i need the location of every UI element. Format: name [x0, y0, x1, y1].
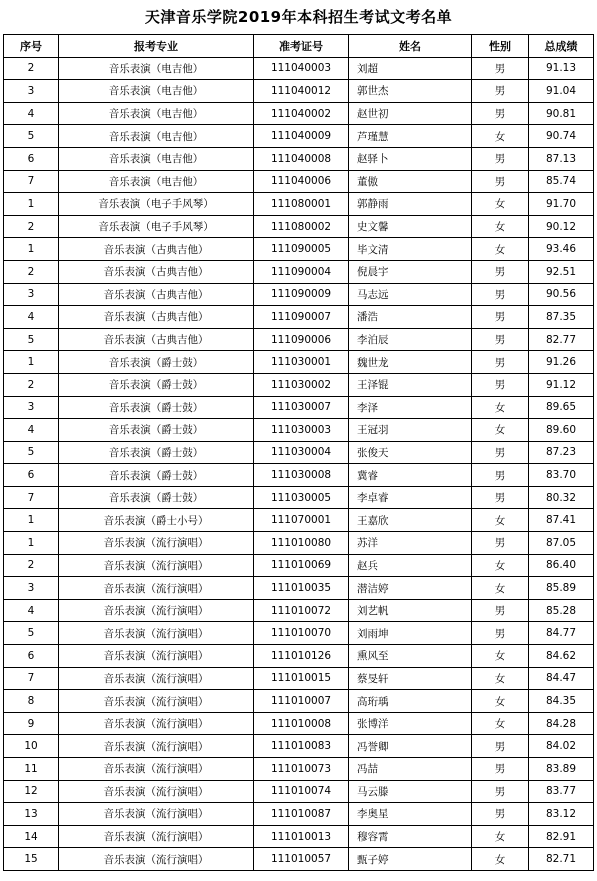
cell-exam-id: 111010013 — [254, 825, 349, 848]
table-row — [4, 758, 594, 781]
cell-major: 音乐表演（电吉他） — [59, 125, 254, 148]
cell-exam-id: 111010080 — [254, 532, 349, 555]
cell-seq: 1 — [4, 238, 59, 261]
cell-score: 90.12 — [529, 215, 594, 238]
table-row — [4, 102, 594, 125]
cell-score: 92.51 — [529, 260, 594, 283]
cell-name: 刘艺帆 — [349, 599, 472, 622]
table-row — [4, 441, 594, 464]
cell-major: 音乐表演（电子手风琴） — [59, 193, 254, 216]
cell-exam-id: 111030003 — [254, 419, 349, 442]
table-row — [4, 396, 594, 419]
table-row — [4, 283, 594, 306]
table-header-row — [4, 35, 594, 58]
cell-name: 史文馨 — [349, 215, 472, 238]
cell-exam-id: 111010126 — [254, 645, 349, 668]
cell-gender: 女 — [472, 215, 529, 238]
cell-score: 90.74 — [529, 125, 594, 148]
table-row — [4, 351, 594, 374]
cell-exam-id: 111090006 — [254, 328, 349, 351]
cell-name: 董傲 — [349, 170, 472, 193]
cell-score: 84.02 — [529, 735, 594, 758]
cell-score: 84.62 — [529, 645, 594, 668]
cell-exam-id: 111030005 — [254, 486, 349, 509]
cell-name: 李奥星 — [349, 803, 472, 826]
cell-seq: 4 — [4, 599, 59, 622]
cell-exam-id: 111030001 — [254, 351, 349, 374]
cell-name: 刘雨坤 — [349, 622, 472, 645]
cell-seq: 5 — [4, 622, 59, 645]
cell-major: 音乐表演（流行演唱） — [59, 532, 254, 555]
cell-name: 赵驿卜 — [349, 147, 472, 170]
header-score: 总成绩 — [529, 35, 594, 58]
cell-major: 音乐表演（流行演唱） — [59, 735, 254, 758]
header-seq: 序号 — [4, 35, 59, 58]
cell-name: 张博洋 — [349, 712, 472, 735]
cell-seq: 13 — [4, 803, 59, 826]
cell-exam-id: 111070001 — [254, 509, 349, 532]
cell-exam-id: 111030007 — [254, 396, 349, 419]
cell-major: 音乐表演（流行演唱） — [59, 599, 254, 622]
table-row — [4, 712, 594, 735]
cell-score: 85.89 — [529, 577, 594, 600]
cell-gender: 男 — [472, 170, 529, 193]
cell-seq: 5 — [4, 441, 59, 464]
cell-gender: 女 — [472, 825, 529, 848]
cell-gender: 女 — [472, 667, 529, 690]
cell-name: 魏世龙 — [349, 351, 472, 374]
table-row — [4, 622, 594, 645]
cell-seq: 7 — [4, 667, 59, 690]
cell-major: 音乐表演（流行演唱） — [59, 825, 254, 848]
table-row — [4, 80, 594, 103]
cell-gender: 男 — [472, 260, 529, 283]
cell-seq: 4 — [4, 306, 59, 329]
document-title: 天津音乐学院2019年本科招生考试文考名单 — [144, 8, 453, 26]
cell-exam-id: 111030008 — [254, 464, 349, 487]
cell-name: 潜洁婷 — [349, 577, 472, 600]
cell-exam-id: 111010072 — [254, 599, 349, 622]
cell-seq: 3 — [4, 283, 59, 306]
cell-exam-id: 111030002 — [254, 373, 349, 396]
cell-seq: 5 — [4, 125, 59, 148]
cell-gender: 男 — [472, 780, 529, 803]
cell-gender: 男 — [472, 80, 529, 103]
cell-seq: 10 — [4, 735, 59, 758]
cell-seq: 11 — [4, 758, 59, 781]
cell-seq: 6 — [4, 147, 59, 170]
cell-name: 刘超 — [349, 57, 472, 80]
table-row — [4, 328, 594, 351]
cell-major: 音乐表演（流行演唱） — [59, 645, 254, 668]
cell-score: 91.13 — [529, 57, 594, 80]
cell-gender: 男 — [472, 147, 529, 170]
cell-exam-id: 111040003 — [254, 57, 349, 80]
cell-seq: 2 — [4, 373, 59, 396]
cell-seq: 12 — [4, 780, 59, 803]
cell-exam-id: 111040008 — [254, 147, 349, 170]
cell-exam-id: 111010057 — [254, 848, 349, 871]
cell-gender: 男 — [472, 283, 529, 306]
table-row — [4, 690, 594, 713]
cell-major: 音乐表演（流行演唱） — [59, 780, 254, 803]
cell-gender: 男 — [472, 102, 529, 125]
cell-name: 苏洋 — [349, 532, 472, 555]
table-row — [4, 577, 594, 600]
cell-score: 87.35 — [529, 306, 594, 329]
cell-major: 音乐表演（电吉他） — [59, 170, 254, 193]
cell-gender: 女 — [472, 554, 529, 577]
cell-seq: 6 — [4, 464, 59, 487]
cell-score: 85.74 — [529, 170, 594, 193]
cell-major: 音乐表演（流行演唱） — [59, 577, 254, 600]
cell-name: 赵世初 — [349, 102, 472, 125]
table-row — [4, 373, 594, 396]
cell-score: 82.77 — [529, 328, 594, 351]
cell-name: 穆容霄 — [349, 825, 472, 848]
cell-score: 93.46 — [529, 238, 594, 261]
cell-major: 音乐表演（流行演唱） — [59, 554, 254, 577]
table-row — [4, 554, 594, 577]
header-name: 姓名 — [349, 35, 472, 58]
cell-major: 音乐表演（电子手风琴） — [59, 215, 254, 238]
cell-score: 89.60 — [529, 419, 594, 442]
cell-name: 毕文清 — [349, 238, 472, 261]
cell-gender: 男 — [472, 486, 529, 509]
cell-gender: 男 — [472, 599, 529, 622]
cell-name: 倪晨宇 — [349, 260, 472, 283]
cell-name: 马云滕 — [349, 780, 472, 803]
table-row — [4, 260, 594, 283]
table-row — [4, 780, 594, 803]
cell-gender: 男 — [472, 351, 529, 374]
cell-name: 冯誉卿 — [349, 735, 472, 758]
cell-gender: 女 — [472, 577, 529, 600]
table-row — [4, 599, 594, 622]
cell-major: 音乐表演（古典吉他） — [59, 238, 254, 261]
cell-seq: 2 — [4, 554, 59, 577]
cell-gender: 男 — [472, 758, 529, 781]
cell-exam-id: 111010083 — [254, 735, 349, 758]
cell-name: 郭静雨 — [349, 193, 472, 216]
cell-gender: 男 — [472, 306, 529, 329]
cell-major: 音乐表演（电吉他） — [59, 80, 254, 103]
cell-name: 李泽 — [349, 396, 472, 419]
cell-major: 音乐表演（古典吉他） — [59, 328, 254, 351]
table-row — [4, 486, 594, 509]
cell-score: 83.89 — [529, 758, 594, 781]
table-row — [4, 667, 594, 690]
cell-major: 音乐表演（电吉他） — [59, 102, 254, 125]
cell-name: 李泊辰 — [349, 328, 472, 351]
cell-score: 91.26 — [529, 351, 594, 374]
cell-seq: 14 — [4, 825, 59, 848]
cell-name: 冯喆 — [349, 758, 472, 781]
cell-name: 张俊天 — [349, 441, 472, 464]
cell-exam-id: 111010015 — [254, 667, 349, 690]
cell-name: 熏风至 — [349, 645, 472, 668]
cell-score: 91.04 — [529, 80, 594, 103]
cell-seq: 8 — [4, 690, 59, 713]
cell-seq: 2 — [4, 215, 59, 238]
cell-major: 音乐表演（流行演唱） — [59, 848, 254, 871]
cell-score: 89.65 — [529, 396, 594, 419]
table-row — [4, 306, 594, 329]
cell-score: 87.13 — [529, 147, 594, 170]
cell-gender: 女 — [472, 848, 529, 871]
cell-major: 音乐表演（流行演唱） — [59, 667, 254, 690]
table-row — [4, 419, 594, 442]
cell-seq: 6 — [4, 645, 59, 668]
cell-score: 91.70 — [529, 193, 594, 216]
cell-exam-id: 111030004 — [254, 441, 349, 464]
cell-name: 王冠羽 — [349, 419, 472, 442]
cell-seq: 7 — [4, 170, 59, 193]
cell-gender: 女 — [472, 419, 529, 442]
cell-seq: 1 — [4, 351, 59, 374]
cell-exam-id: 111010035 — [254, 577, 349, 600]
cell-major: 音乐表演（爵士鼓） — [59, 373, 254, 396]
table-row — [4, 57, 594, 80]
cell-name: 王泽锟 — [349, 373, 472, 396]
cell-major: 音乐表演（古典吉他） — [59, 260, 254, 283]
cell-major: 音乐表演（爵士鼓） — [59, 464, 254, 487]
cell-exam-id: 111010087 — [254, 803, 349, 826]
cell-name: 马志远 — [349, 283, 472, 306]
cell-name: 赵兵 — [349, 554, 472, 577]
cell-seq: 15 — [4, 848, 59, 871]
cell-major: 音乐表演（古典吉他） — [59, 306, 254, 329]
cell-score: 87.05 — [529, 532, 594, 555]
cell-seq: 4 — [4, 102, 59, 125]
cell-gender: 男 — [472, 328, 529, 351]
cell-gender: 女 — [472, 712, 529, 735]
cell-seq: 2 — [4, 57, 59, 80]
header-major: 报考专业 — [59, 35, 254, 58]
header-exam-id: 准考证号 — [254, 35, 349, 58]
cell-seq: 3 — [4, 80, 59, 103]
cell-exam-id: 111080002 — [254, 215, 349, 238]
cell-gender: 女 — [472, 509, 529, 532]
cell-major: 音乐表演（流行演唱） — [59, 803, 254, 826]
cell-name: 芦瑾慧 — [349, 125, 472, 148]
cell-major: 音乐表演（电吉他） — [59, 57, 254, 80]
cell-seq: 9 — [4, 712, 59, 735]
table-row — [4, 125, 594, 148]
cell-gender: 男 — [472, 622, 529, 645]
cell-name: 郭世杰 — [349, 80, 472, 103]
cell-gender: 男 — [472, 803, 529, 826]
cell-score: 85.28 — [529, 599, 594, 622]
cell-gender: 男 — [472, 373, 529, 396]
cell-exam-id: 111090007 — [254, 306, 349, 329]
cell-score: 83.77 — [529, 780, 594, 803]
cell-score: 90.56 — [529, 283, 594, 306]
cell-name: 潘浩 — [349, 306, 472, 329]
cell-exam-id: 111010073 — [254, 758, 349, 781]
cell-score: 87.23 — [529, 441, 594, 464]
cell-major: 音乐表演（爵士鼓） — [59, 486, 254, 509]
cell-score: 84.28 — [529, 712, 594, 735]
cell-exam-id: 111090004 — [254, 260, 349, 283]
cell-gender: 女 — [472, 125, 529, 148]
cell-score: 86.40 — [529, 554, 594, 577]
cell-score: 83.70 — [529, 464, 594, 487]
cell-exam-id: 111010008 — [254, 712, 349, 735]
cell-score: 84.35 — [529, 690, 594, 713]
cell-gender: 男 — [472, 735, 529, 758]
cell-major: 音乐表演（电吉他） — [59, 147, 254, 170]
cell-name: 高珩瑀 — [349, 690, 472, 713]
cell-exam-id: 111010069 — [254, 554, 349, 577]
cell-exam-id: 111040002 — [254, 102, 349, 125]
cell-major: 音乐表演（爵士鼓） — [59, 441, 254, 464]
cell-exam-id: 111010074 — [254, 780, 349, 803]
cell-seq: 1 — [4, 193, 59, 216]
cell-major: 音乐表演（爵士鼓） — [59, 419, 254, 442]
table-row — [4, 464, 594, 487]
cell-exam-id: 111040012 — [254, 80, 349, 103]
table-row — [4, 238, 594, 261]
cell-seq: 2 — [4, 260, 59, 283]
cell-exam-id: 111010070 — [254, 622, 349, 645]
table-row — [4, 193, 594, 216]
cell-major: 音乐表演（爵士鼓） — [59, 396, 254, 419]
cell-major: 音乐表演（古典吉他） — [59, 283, 254, 306]
table-row — [4, 215, 594, 238]
cell-seq: 1 — [4, 532, 59, 555]
cell-seq: 3 — [4, 396, 59, 419]
table-row — [4, 147, 594, 170]
cell-exam-id: 111010007 — [254, 690, 349, 713]
cell-gender: 女 — [472, 690, 529, 713]
table-row — [4, 509, 594, 532]
cell-exam-id: 111080001 — [254, 193, 349, 216]
table-row — [4, 825, 594, 848]
cell-gender: 女 — [472, 396, 529, 419]
cell-seq: 7 — [4, 486, 59, 509]
cell-name: 李卓睿 — [349, 486, 472, 509]
cell-score: 83.12 — [529, 803, 594, 826]
cell-gender: 男 — [472, 57, 529, 80]
cell-name: 甄子婷 — [349, 848, 472, 871]
cell-exam-id: 111090009 — [254, 283, 349, 306]
cell-score: 87.41 — [529, 509, 594, 532]
cell-score: 82.71 — [529, 848, 594, 871]
cell-gender: 男 — [472, 532, 529, 555]
cell-seq: 3 — [4, 577, 59, 600]
cell-seq: 4 — [4, 419, 59, 442]
table-row — [4, 170, 594, 193]
table-row — [4, 803, 594, 826]
table-row — [4, 645, 594, 668]
cell-major: 音乐表演（爵士小号） — [59, 509, 254, 532]
cell-gender: 男 — [472, 464, 529, 487]
cell-gender: 女 — [472, 238, 529, 261]
cell-gender: 女 — [472, 193, 529, 216]
cell-gender: 男 — [472, 441, 529, 464]
table-row — [4, 532, 594, 555]
table-row — [4, 848, 594, 871]
cell-score: 82.91 — [529, 825, 594, 848]
cell-major: 音乐表演（爵士鼓） — [59, 351, 254, 374]
cell-major: 音乐表演（流行演唱） — [59, 758, 254, 781]
table-body — [4, 57, 594, 870]
cell-name: 冀睿 — [349, 464, 472, 487]
cell-exam-id: 111090005 — [254, 238, 349, 261]
cell-score: 90.81 — [529, 102, 594, 125]
admission-table — [3, 34, 594, 871]
cell-major: 音乐表演（流行演唱） — [59, 622, 254, 645]
cell-seq: 1 — [4, 509, 59, 532]
cell-gender: 女 — [472, 645, 529, 668]
cell-exam-id: 111040009 — [254, 125, 349, 148]
cell-score: 80.32 — [529, 486, 594, 509]
cell-score: 84.47 — [529, 667, 594, 690]
cell-seq: 5 — [4, 328, 59, 351]
header-gender: 性别 — [472, 35, 529, 58]
cell-major: 音乐表演（流行演唱） — [59, 712, 254, 735]
cell-name: 王嘉欣 — [349, 509, 472, 532]
cell-exam-id: 111040006 — [254, 170, 349, 193]
table-row — [4, 735, 594, 758]
cell-name: 蔡旻轩 — [349, 667, 472, 690]
cell-score: 91.12 — [529, 373, 594, 396]
cell-score: 84.77 — [529, 622, 594, 645]
cell-major: 音乐表演（流行演唱） — [59, 690, 254, 713]
